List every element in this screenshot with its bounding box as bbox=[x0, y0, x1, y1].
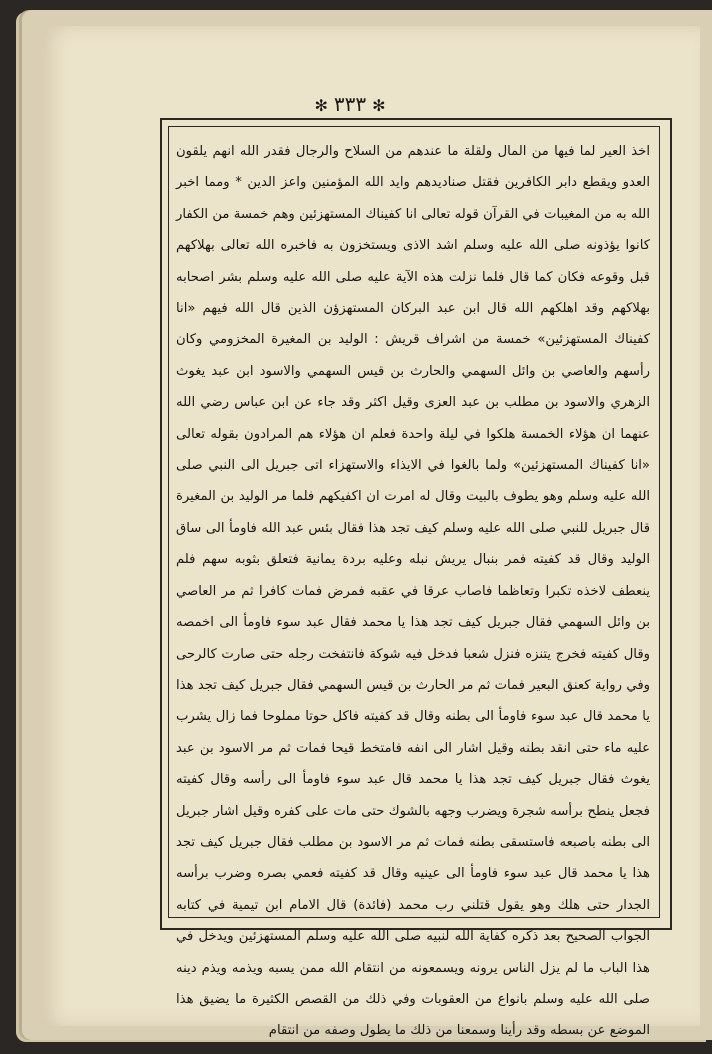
body-paragraph: اخذ العير لما فيها من المال ولقلة ما عندهم من السلاح والرجال فقدر الله انهم يلقون العدو ويقطع دابر الكافرين فقتل صناديدهم وايد الله المؤمنين واعز الدين * ومما اخبر الله به من المغيبات في القرآن قوله تعالى انا كفيناك المستهزئين وهم خمسة من الكفار كانوا يؤذونه صلى الله عليه وسلم اشد الاذى ويستخزون به فاخبره الله تعالى بهلاكهم قبل وقوعه فكان كما قال فلما نزلت هذه الآية عليه صلى الله عليه وسلم بشر اصحابه بهلاكهم وقد اهلكهم الله قال ابن عبد البركان المستهزؤن الذين قال الله فيهم «انا كفيناك المستهزئين» خمسة من اشراف قريش : الوليد بن المغيرة المخزومي وكان رأسهم والعاصي بن وائل السهمي والحارث بن قيس السهمي والاسود ابن عبد يغوث الزهري والاسود بن مطلب بن عبد العزى وقيل اكثر وقد جاء عن ابن عباس رضي الله عنهما ان هؤلاء الخمسة هلكوا في ليلة واحدة فعلم ان هؤلاء هم المرادون بقوله تعالى «انا كفيناك المستهزئين» ولما بالغوا في الايذاء والاستهزاء اتى جبريل الى النبي صلى الله عليه وسلم وهو يطوف بالبيت وقال له امرت ان اكفيكهم فلما مر الوليد بن المغيرة قال جبريل للنبي صلى الله عليه وسلم كيف تجد هذا فقال بئس عبد الله فاومأ الى ساق الوليد وقال قد كفيته فمر بنبال يريش نبله وعليه بردة يمانية فتعلق بثوبه سهم فلم ينعطف لاخذه تكبرا وتعاظما فاصاب عرقا في عقبه فمرض فمات كافرا ثم مر العاصي بن وائل السهمي فقال جبريل كيف تجد هذا يا محمد فقال عبد سوء فاومأ الى اخمصه وقال كفيته فخرج يتنزه فنزل شعبا فدخل فيه شوكة فانتفخت رجله حتى صارت كالرحى وفي رواية كعنق البعير فمات ثم مر الحارث بن قيس السهمي فقال جبريل كيف تجد هذا يا محمد قال عبد سوء فاومأ الى بطنه وقال قد كفيته فاكل حوتا مملوحا فما زال يشرب عليه ماء حتى انقد بطنه وقيل اشار الى انفه فامتخط قيحا فمات ثم مر الاسود بن عبد يغوث فقال جبريل كيف تجد هذا يا محمد قال عبد سوء فاومأ الى رأسه وقال كفيته فجعل ينطح برأسه شجرة ويضرب وجهه بالشوك حتى مات على كفره وقيل اشار جبريل الى بطنه باصبعه فاستسقى بطنه فمات ثم مر الاسود بن مطلب فقال جبريل كيف تجد هذا يا محمد قال عبد سوء فاومأ الى عينيه وقال قد كفيته فعمي بصره وضرب برأسه الجدار حتى هلك وهو يقول قتلني رب محمد (فائدة) قال الامام ابن تيمية في كتابه الجواب الصحيح بعد ذكره كفاية الله لنبيه صلى الله عليه وسلم المستهزئين ويدخل في هذا الباب ما لم يزل الناس يرونه ويسمعونه من انتقام الله ممن يسبه ويذمه ويذم دينه صلى الله عليه وسلم بانواع من العقوبات وفي ذلك من القصص الكثيرة ما يضيق هذا الموضع عن بسطه وقد رأينا وسمعنا من ذلك ما يطول وصفه من انتقام bbox=[176, 144, 650, 1039]
page-text-body bbox=[176, 136, 650, 1039]
ornament-left-icon: ✻ bbox=[372, 96, 386, 115]
page-number bbox=[0, 92, 700, 116]
page-number-value: ٣٣٣ bbox=[333, 92, 367, 116]
ornament-right-icon: ✻ bbox=[314, 96, 328, 115]
